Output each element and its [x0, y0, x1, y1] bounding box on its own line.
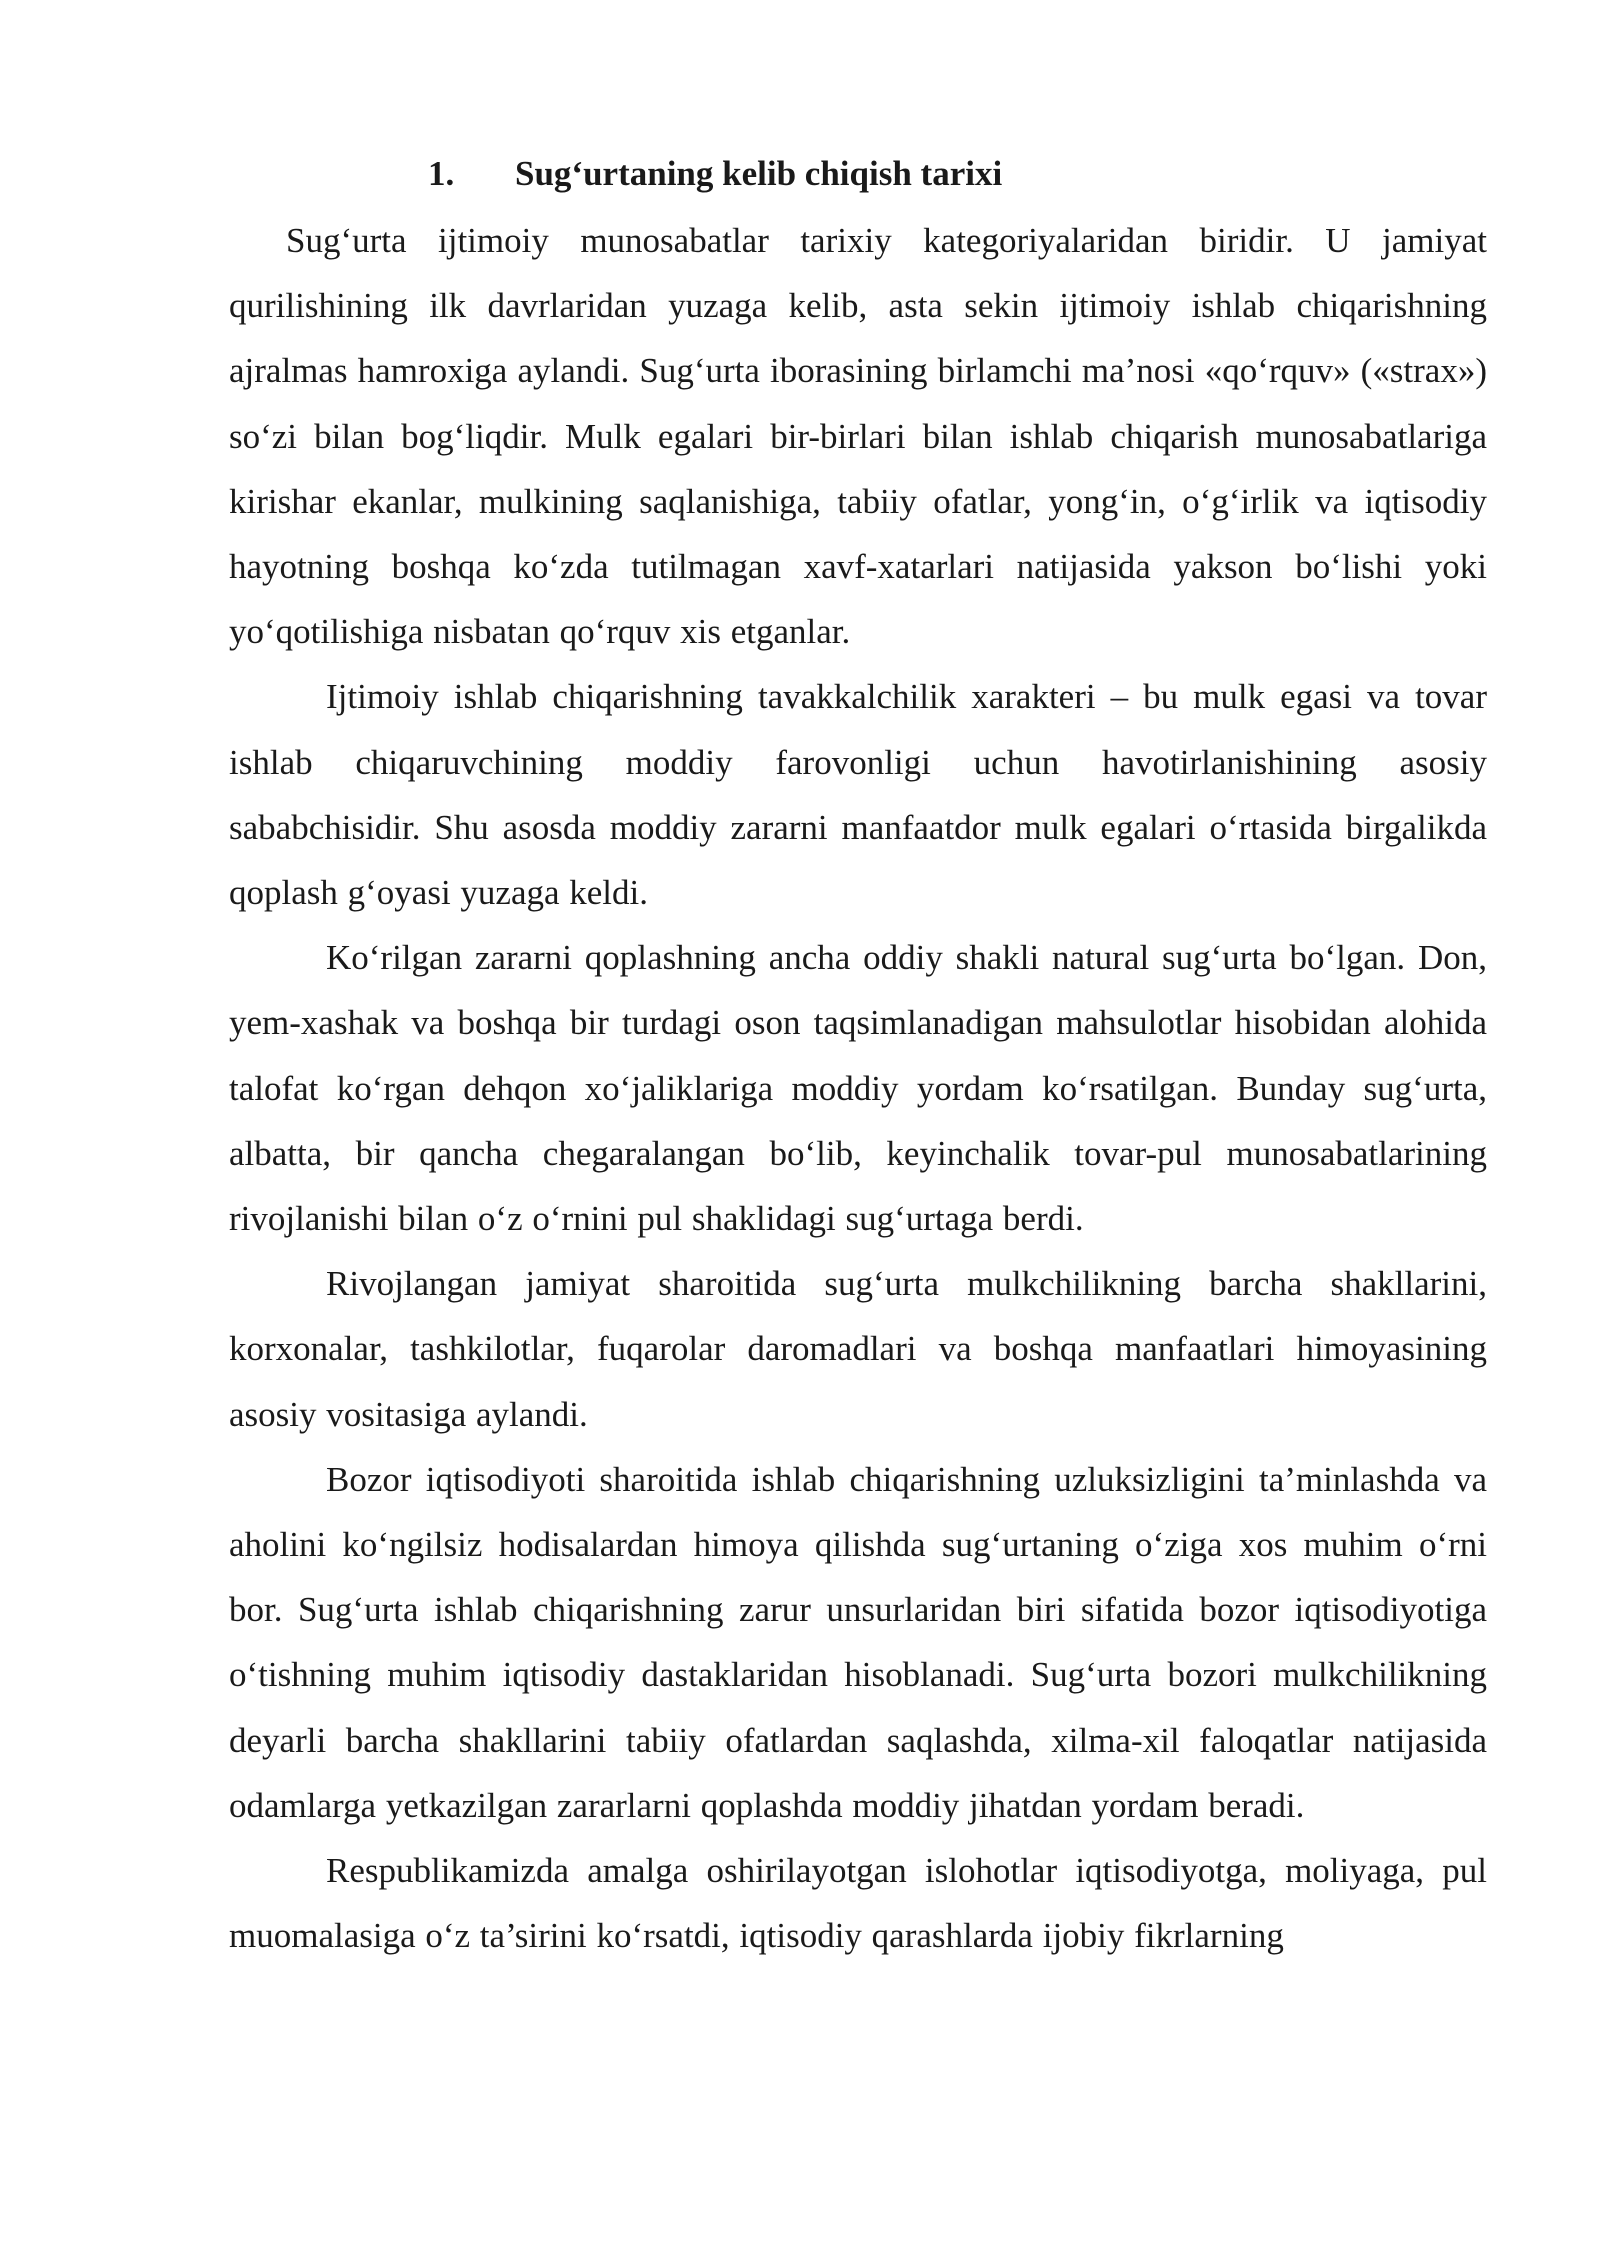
section-title: Sug‘urtaning kelib chiqish tarixi — [515, 154, 1003, 193]
paragraph: Respublikamizda amalga oshirilayotgan islohotlar iqtisodiyotga, moliyaga, pul muomalasiga o‘z ta’sirini ko‘rsatdi, iqtisodiy qarashlarda ijobiy fikrlarning — [229, 1851, 1487, 1956]
paragraph: Rivojlangan jamiyat sharoitida sug‘urta mulkchilikning barcha shakllarini, korxonalar, tashkilotlar, fuqarolar daromadlari va boshqa manfaatlari himoyasining asosiy vositasiga aylandi. — [229, 1264, 1487, 1434]
section-number: 1. — [428, 154, 455, 193]
body-text — [229, 208, 1487, 1968]
paragraph: Ijtimoiy ishlab chiqarishning tavakkalchilik xarakteri – bu mulk egasi va tovar ishlab chiqaruvchining moddiy farovonligi uchun havotirlanishining asosiy sababchisidir. Shu asosda moddiy zararni manfaatdor mulk egalari o‘rtasida birgalikda qoplash g‘oyasi yuzaga keldi. — [229, 677, 1487, 913]
paragraph: Ko‘rilgan zararni qoplashning ancha oddiy shakli natural sug‘urta bo‘lgan. Don, yem-xashak va boshqa bir turdagi oson taqsimlanadigan mahsulotlar hisobidan alohida talofat ko‘rgan dehqon xo‘jaliklariga moddiy yordam ko‘rsatilgan. Bunday sug‘urta, albatta, bir qancha chegaralangan bo‘lib, keyinchalik tovar-pul munosabatlarining rivojlanishi bilan o‘z o‘rnini pul shaklidagi sug‘urtaga berdi. — [229, 938, 1487, 1239]
section-heading — [428, 150, 1002, 198]
paragraph: Bozor iqtisodiyoti sharoitida ishlab chiqarishning uzluksizligini ta’minlashda va aholini ko‘ngilsiz hodisalardan himoya qilishda sug‘urtaning o‘ziga xos muhim o‘rni bor. Sug‘urta ishlab chiqarishning zarur unsurlaridan biri sifatida bozor iqtisodiyotiga o‘tishning muhim iqtisodiy dastaklaridan hisoblanadi. Sug‘urta bozori mulkchilikning deyarli barcha shakllarini tabiiy ofatlardan saqlashda, xilma-xil faloqatlar natijasida odamlarga yetkazilgan zararlarni qoplashda moddiy jihatdan yordam beradi. — [229, 1459, 1487, 1825]
paragraph: Sug‘urta ijtimoiy munosabatlar tarixiy kategoriyalaridan biridir. U jamiyat qurilishining ilk davrlaridan yuzaga kelib, asta sekin ijtimoiy ishlab chiqarishning ajralmas hamroxiga aylandi. Sug‘urta iborasining birlamchi ma’nosi «qo‘rquv» («strax») so‘zi bilan bog‘liqdir. Mulk egalari bir-birlari bilan ishlab chiqarish munosabatlariga kirishar ekanlar, mulkining saqlanishiga, tabiiy ofatlar, yong‘in, o‘g‘irlik va iqtisodiy hayotning boshqa ko‘zda tutilmagan xavf-xatarlari natijasida yakson bo‘lishi yoki yo‘qotilishiga nisbatan qo‘rquv xis etganlar. — [229, 221, 1487, 652]
